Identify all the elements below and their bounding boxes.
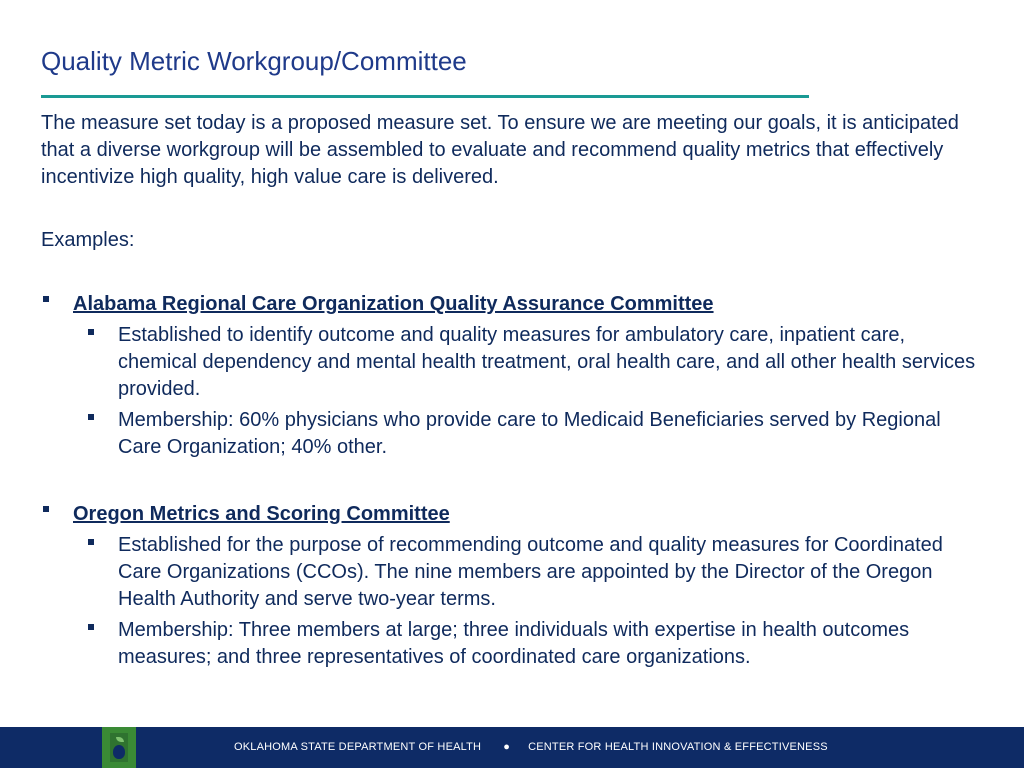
sub-bullet-text: Membership: Three members at large; three individuals with expertise in health outcomes measures; and three representatives of coordinated care organizations. <box>118 619 910 668</box>
footer-separator-dot: ● <box>503 741 511 753</box>
section-oregon <box>41 500 981 671</box>
square-bullet-icon <box>43 506 49 512</box>
section-alabama <box>41 290 981 461</box>
section-heading <box>41 290 981 318</box>
sub-bullet <box>41 322 981 403</box>
footer-left-text: OKLAHOMA STATE DEPARTMENT OF HEALTH <box>234 741 482 753</box>
apple-icon <box>113 745 125 759</box>
footer-bar <box>0 727 1024 768</box>
sub-bullet <box>41 407 981 461</box>
footer-text <box>234 741 828 753</box>
square-bullet-icon <box>88 414 94 420</box>
sub-bullet <box>41 532 981 613</box>
sub-bullet-text: Established to identify outcome and quality measures for ambulatory care, inpatient care, chemical dependency and mental health treatment, oral health care, and all other health services provided. <box>118 324 976 400</box>
title-underline-rule <box>41 95 809 98</box>
sub-bullet <box>41 617 981 671</box>
section-heading <box>41 500 981 528</box>
alabama-committee-link[interactable]: Alabama Regional Care Organization Quality Assurance Committee <box>73 293 714 315</box>
square-bullet-icon <box>88 624 94 630</box>
sub-bullet-text: Membership: 60% physicians who provide care to Medicaid Beneficiaries served by Regional Care Organization; 40% other. <box>118 409 941 458</box>
sub-bullet-text: Established for the purpose of recommending outcome and quality measures for Coordinated Care Organizations (CCOs). The nine members are appointed by the Director of the Oregon Health Authority and serve two-year terms. <box>118 534 943 610</box>
footer-right-text: CENTER FOR HEALTH INNOVATION & EFFECTIVENESS <box>528 741 828 753</box>
osdh-apple-logo-icon <box>102 727 136 768</box>
square-bullet-icon <box>43 296 49 302</box>
square-bullet-icon <box>88 329 94 335</box>
oregon-committee-link[interactable]: Oregon Metrics and Scoring Committee <box>73 503 450 525</box>
square-bullet-icon <box>88 539 94 545</box>
slide-title: Quality Metric Workgroup/Committee <box>41 46 467 76</box>
intro-paragraph: The measure set today is a proposed measure set. To ensure we are meeting our goals, it is anticipated that a diverse workgroup will be assembled to evaluate and recommend quality metrics that effectively incentivize high quality, high value care is delivered. <box>41 112 959 188</box>
examples-label: Examples: <box>41 229 135 251</box>
